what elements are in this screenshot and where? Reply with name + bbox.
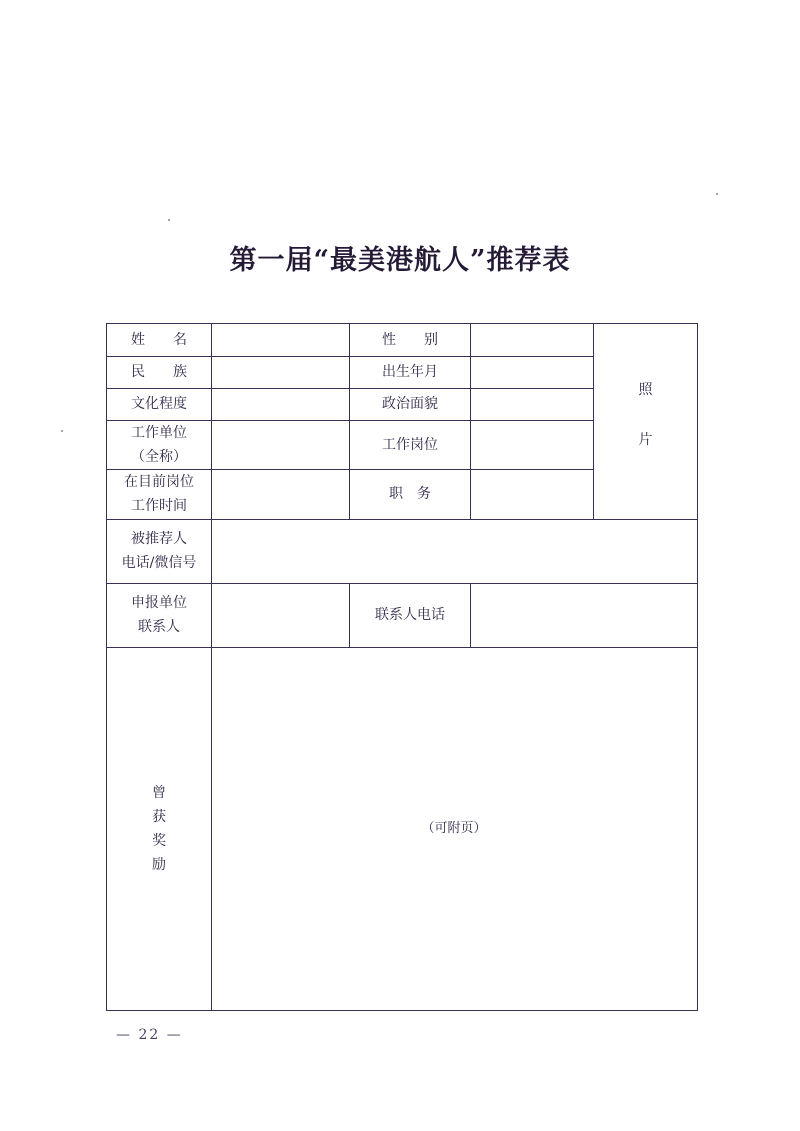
duty-label: 职 务 xyxy=(389,486,431,502)
nominee-contact-label-line1: 被推荐人 xyxy=(131,531,187,547)
awards-label-char2: 获 xyxy=(152,808,166,825)
form-title: 第一届“最美港航人”推荐表 xyxy=(229,245,571,276)
awards-label-char1: 曾 xyxy=(152,784,166,801)
nominee-contact-label xyxy=(107,519,211,583)
gender-label: 性 别 xyxy=(382,332,438,348)
scan-speck xyxy=(716,193,718,195)
tenure-label xyxy=(107,469,211,519)
awards-label-char4: 励 xyxy=(152,856,166,873)
job-position-label: 工作岗位 xyxy=(382,436,438,453)
political-status-label: 政治面貌 xyxy=(382,396,438,412)
awards-label-char3: 奖 xyxy=(152,832,166,849)
awards-label xyxy=(107,647,211,1010)
tenure-field[interactable] xyxy=(212,470,348,518)
employer-label-line1: 工作单位 xyxy=(131,424,187,441)
recommendation-form-table xyxy=(106,323,698,1011)
scan-speck xyxy=(168,219,170,221)
education-label: 文化程度 xyxy=(131,396,187,412)
employer-label-line2: （全称） xyxy=(131,448,187,465)
contact-phone-label: 联系人电话 xyxy=(375,607,445,623)
applicant-contact-label-line1: 申报单位 xyxy=(131,595,187,611)
nominee-contact-field[interactable] xyxy=(212,520,696,582)
birth-date-label: 出生年月 xyxy=(382,364,438,380)
photo-area[interactable] xyxy=(594,324,697,519)
photo-label-2: 片 xyxy=(638,431,653,448)
applicant-contact-label xyxy=(107,583,211,647)
education-field[interactable] xyxy=(212,389,348,419)
photo-label-1: 照 xyxy=(638,381,653,398)
birth-date-field[interactable] xyxy=(471,357,592,387)
duty-field[interactable] xyxy=(471,470,592,518)
contact-phone-field[interactable] xyxy=(471,584,696,646)
name-field[interactable] xyxy=(212,325,348,355)
nominee-contact-label-line2: 电话/微信号 xyxy=(121,555,197,571)
political-status-field[interactable] xyxy=(471,389,592,419)
page-number: — 22 — xyxy=(116,1027,183,1043)
employer-field[interactable] xyxy=(212,421,348,468)
job-position-field[interactable] xyxy=(471,421,592,468)
gender-field[interactable] xyxy=(471,325,592,355)
ethnicity-label: 民 族 xyxy=(131,364,187,380)
ethnicity-field[interactable] xyxy=(212,357,348,387)
applicant-contact-field[interactable] xyxy=(212,584,348,646)
attachment-note: （可附页） xyxy=(421,820,487,836)
name-label: 姓 名 xyxy=(131,332,187,348)
tenure-label-line1: 在目前岗位 xyxy=(124,474,194,490)
employer-label xyxy=(107,420,211,469)
tenure-label-line2: 工作时间 xyxy=(131,498,187,514)
awards-field[interactable] xyxy=(212,648,696,1009)
scan-speck xyxy=(61,430,63,432)
applicant-contact-label-line2: 联系人 xyxy=(138,619,180,635)
